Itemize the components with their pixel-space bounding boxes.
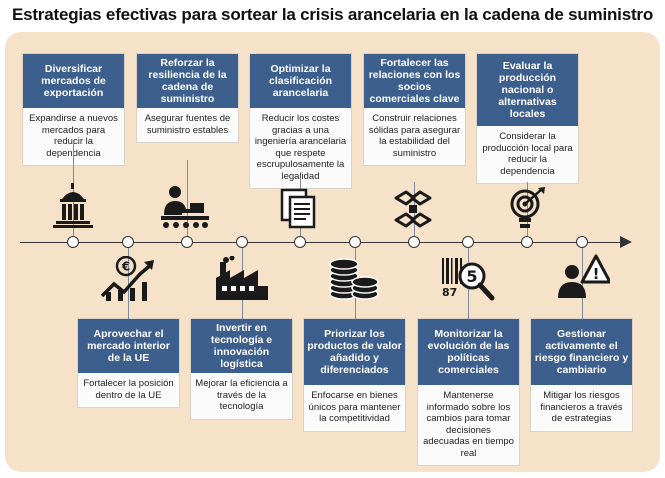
warning-mark: ! (592, 265, 600, 283)
bottom-step-4 (418, 319, 519, 465)
euro-symbol: € (121, 259, 131, 274)
timeline-node (122, 236, 134, 248)
step-text: Fortalecer la posición dentro de la UE (83, 378, 174, 401)
step-title: Monitorizar la evolución de las políticas comerciales (418, 319, 519, 385)
step-text: Mejorar la eficiencia a través de la tecnología (195, 378, 288, 412)
step-text: Reducir los costes gracias a una ingeniería arancelaria que respete escrupulosamente la legalidad (254, 113, 347, 182)
bank-building-icon (52, 183, 94, 229)
barcode-digits: 87 (442, 286, 458, 299)
timeline-node (236, 236, 248, 248)
page-title: Estrategias efectivas para sortear la crisis arancelaria en la cadena de suministro (11, 5, 654, 24)
top-step-2 (137, 54, 238, 142)
joined-hands-icon (392, 188, 434, 230)
bottom-step-2 (191, 319, 292, 419)
person-warning-icon (554, 254, 610, 302)
timeline-node (462, 236, 474, 248)
timeline-node (349, 236, 361, 248)
target-bulb-icon (508, 186, 548, 230)
step-title: Priorizar los productos de valor añadido y diferenciados (304, 319, 405, 385)
timeline-node (67, 236, 79, 248)
step-title: Optimizar la clasificación arancelaria (250, 54, 351, 108)
barcode-magnifier-icon (440, 256, 496, 304)
timeline-line (20, 242, 626, 243)
top-step-3 (250, 54, 351, 188)
bottom-step-1 (78, 319, 179, 407)
bottom-step-3 (304, 319, 405, 431)
step-title: Aprovechar el mercado interior de la UE (78, 319, 179, 373)
step-title: Reforzar la resiliencia de la cadena de suministro (137, 54, 238, 108)
step-text: Enfocarse en bienes únicos para mantener la competitividad (308, 390, 401, 424)
magnifier-digit: 5 (466, 267, 478, 286)
step-title: Gestionar activamente el riesgo financiero y cambiario (531, 319, 632, 385)
step-text: Construir relaciones sólidas para asegurar la estabilidad del suministro (368, 113, 461, 159)
conveyor-worker-icon (160, 185, 210, 229)
step-title: Diversificar mercados de exportación (23, 54, 124, 108)
timeline-node (576, 236, 588, 248)
top-step-5 (477, 54, 578, 183)
step-text: Mantenerse informado sobre los cambios para tomar decisiones adecuadas en tiempo real (423, 390, 514, 459)
step-title: Evaluar la producción nacional o alternativas locales (477, 54, 578, 126)
step-text: Considerar la producción local para reducir la dependencia (482, 131, 573, 177)
timeline-node (181, 236, 193, 248)
factory-icon (214, 256, 270, 302)
bottom-step-5 (531, 319, 632, 431)
timeline-arrowhead (620, 236, 632, 248)
step-text: Expandirse a nuevos mercados para reducir la dependencia (29, 113, 118, 159)
timeline-node (408, 236, 420, 248)
euro-growth-chart-icon (100, 256, 156, 302)
timeline-node (521, 236, 533, 248)
step-title: Fortalecer las relaciones con los socios comerciales clave (364, 54, 465, 108)
step-title: Invertir en tecnología e innovación logística (191, 319, 292, 373)
step-text: Mitigar los riesgos financieros a través de estrategias (540, 390, 623, 424)
documents-icon (280, 188, 318, 230)
step-text: Asegurar fuentes de suministro estables (144, 113, 231, 136)
timeline-node (294, 236, 306, 248)
coin-stacks-icon (328, 256, 380, 300)
top-step-4 (364, 54, 465, 165)
